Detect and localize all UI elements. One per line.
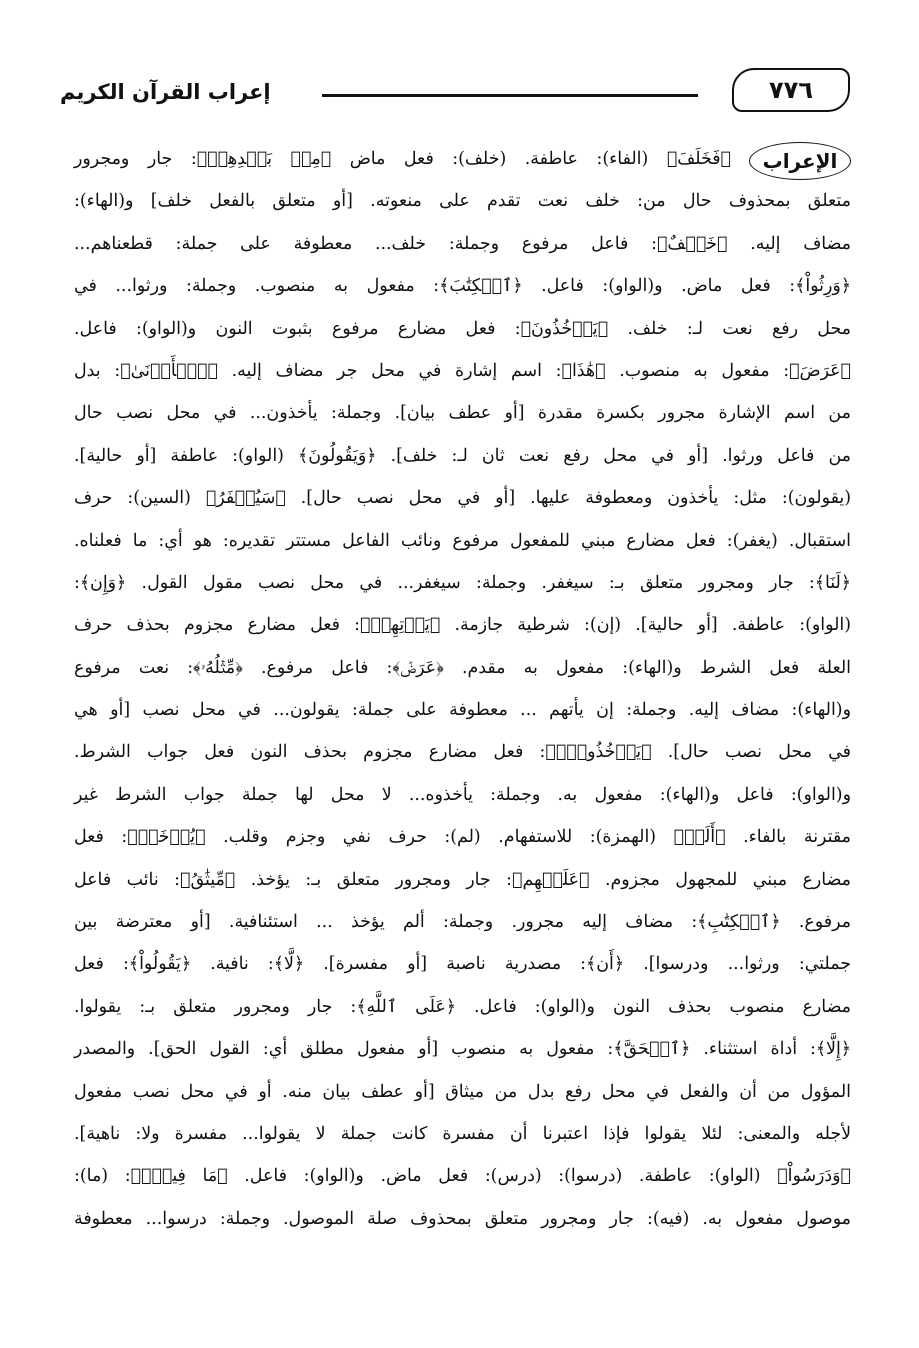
text-line: مضارع مبني للمجهول مجزوم. ﴿عَلَيۡهِم﴾: جار ومجرور متعلق بـ: يؤخذ. ﴿مِّيثَٰقُ﴾: نائب فاعل (74, 869, 851, 890)
page-header (60, 68, 850, 120)
text-line: موصول مفعول به. (فيه): جار ومجرور متعلق بمحذوف صلة الموصول. وجملة: درسوا... معطوفة (74, 1208, 851, 1229)
text-line: ﴿فَخَلَفَ﴾ (الفاء): عاطفة. (خلف): فعل ماض ﴿مِنۢ بَعۡدِهِمۡ﴾: جار ومجرور (74, 149, 731, 169)
text-line: (يقولون): مثل: يأخذون ومعطوفة عليها. [أو في محل نصب حال]. ﴿سَيُغۡفَرُ﴾ (السين): حرف (74, 488, 851, 509)
text-line: ﴿إِلَّا﴾: أداة استثناء. ﴿ٱلۡحَقَّ﴾: مفعول به منصوب [أو مفعول مطلق أي: القول الحق]. والمصدر (74, 1039, 851, 1060)
text-line: من اسم الإشارة مجرور بكسرة مقدرة [أو عطف بيان]. وجملة: يأخذون... في محل نصب حال (74, 403, 851, 424)
text-line: (الواو): عاطفة. [أو حالية]. (إن): شرطية جازمة. ﴿يَأۡتِهِمۡ﴾: فعل مضارع مجزوم بحذف حرف (74, 615, 851, 636)
text-line: مضارع منصوب بحذف النون و(الواو): فاعل. ﴿عَلَى ٱللَّهِ﴾: جار ومجرور متعلق بـ: يقولوا. (74, 996, 851, 1017)
book-title: إعراب القرآن الكريم (60, 80, 271, 104)
text-line: استقبال. (يغفر): فعل مضارع مبني للمفعول مرفوع ونائب الفاعل مستتر تقديره: هو أي: ما فعلناه. (74, 530, 851, 551)
text-line: محل رفع نعت لـ: خلف. ﴿يَأۡخُذُونَ﴾: فعل مضارع مرفوع بثبوت النون و(الواو): فاعل. (74, 318, 851, 339)
text-line: ﴿وَرِثُواْ﴾: فعل ماض. و(الواو): فاعل. ﴿ٱلۡكِتَٰبَ﴾: مفعول به منصوب. وجملة: ورثوا... في (74, 276, 851, 297)
text-line: من فاعل ورثوا. [أو في محل رفع نعت ثان لـ: خلف]. ﴿وَيَقُولُونَ﴾ (الواو): عاطفة [أو حالية]. (74, 445, 851, 466)
header-rule (322, 94, 698, 97)
text-line: في محل نصب حال]. ﴿يَأۡخُذُوهُۚ﴾: فعل مضارع مجزوم بحذف النون فعل جواب الشرط. (74, 742, 851, 763)
page-number: ٧٧٦ (732, 68, 850, 112)
text-line: و(الهاء): مضاف إليه. وجملة: إن يأتهم ... معطوفة على جملة: يقولون... في محل نصب [أو هي (74, 700, 851, 721)
text-line: و(الواو): فاعل و(الهاء): مفعول به. وجملة: يأخذوه... لا محل لها جملة جواب الشرط غير (74, 784, 851, 805)
text-line: العلة فعل الشرط و(الهاء): مفعول به مقدم. ﴿عَرَضٞ﴾: فاعل مرفوع. ﴿مِّثۡلُهُۥ﴾: نعت مرفوع (74, 657, 851, 678)
text-line: متعلق بمحذوف حال من: خلف نعت تقدم على منعوته. [أو متعلق بالفعل خلف] و(الهاء): (74, 191, 851, 212)
text-line: لأجله والمعنى: لئلا يقولوا فإذا اعتبرنا أن مفسرة كانت جملة لا يقولوا... مفسرة ولا: ناهية]. (74, 1123, 851, 1144)
body-text (74, 138, 851, 1240)
text-line: مضاف إليه. ﴿خَلۡفٌ﴾: فاعل مرفوع وجملة: خلف... معطوفة على جملة: قطعناهم... (74, 233, 851, 254)
section-label-badge: الإعراب (749, 142, 851, 180)
text-line: ﴿وَدَرَسُواْ﴾ (الواو): عاطفة. (درسوا): (درس): فعل ماض. و(الواو): فاعل. ﴿مَا فِيهِۗ﴾: (ما): (74, 1166, 851, 1187)
text-line: مقترنة بالفاء. ﴿أَلَمۡ﴾ (الهمزة): للاستفهام. (لم): حرف نفي وجزم وقلب. ﴿يُؤۡخَذۡ﴾: فعل (74, 827, 851, 848)
text-line: ﴿عَرَضَ﴾: مفعول به منصوب. ﴿هَٰذَا﴾: اسم إشارة في محل جر مضاف إليه. ﴿ٱلۡأَدۡنَىٰ﴾: بدل (74, 360, 851, 381)
text-line: المؤول من أن والفعل في محل رفع بدل من ميثاق [أو عطف بيان منه. أو في محل نصب مفعول (74, 1081, 851, 1102)
text-line: جملتي: ورثوا... ودرسوا]. ﴿أَن﴾: مصدرية ناصبة [أو مفسرة]. ﴿لَّا﴾: نافية. ﴿يَقُولُواْ﴾: فعل (74, 954, 851, 975)
text-line: مرفوع. ﴿ٱلۡكِتَٰبِ﴾: مضاف إليه مجرور. وجملة: ألم يؤخذ ... استئنافية. [أو معترضة بين (74, 912, 851, 933)
text-line: ﴿لَنَا﴾: جار ومجرور متعلق بـ: سيغفر. وجملة: سيغفر... في محل نصب مقول القول. ﴿وَإِن﴾: (74, 572, 851, 593)
